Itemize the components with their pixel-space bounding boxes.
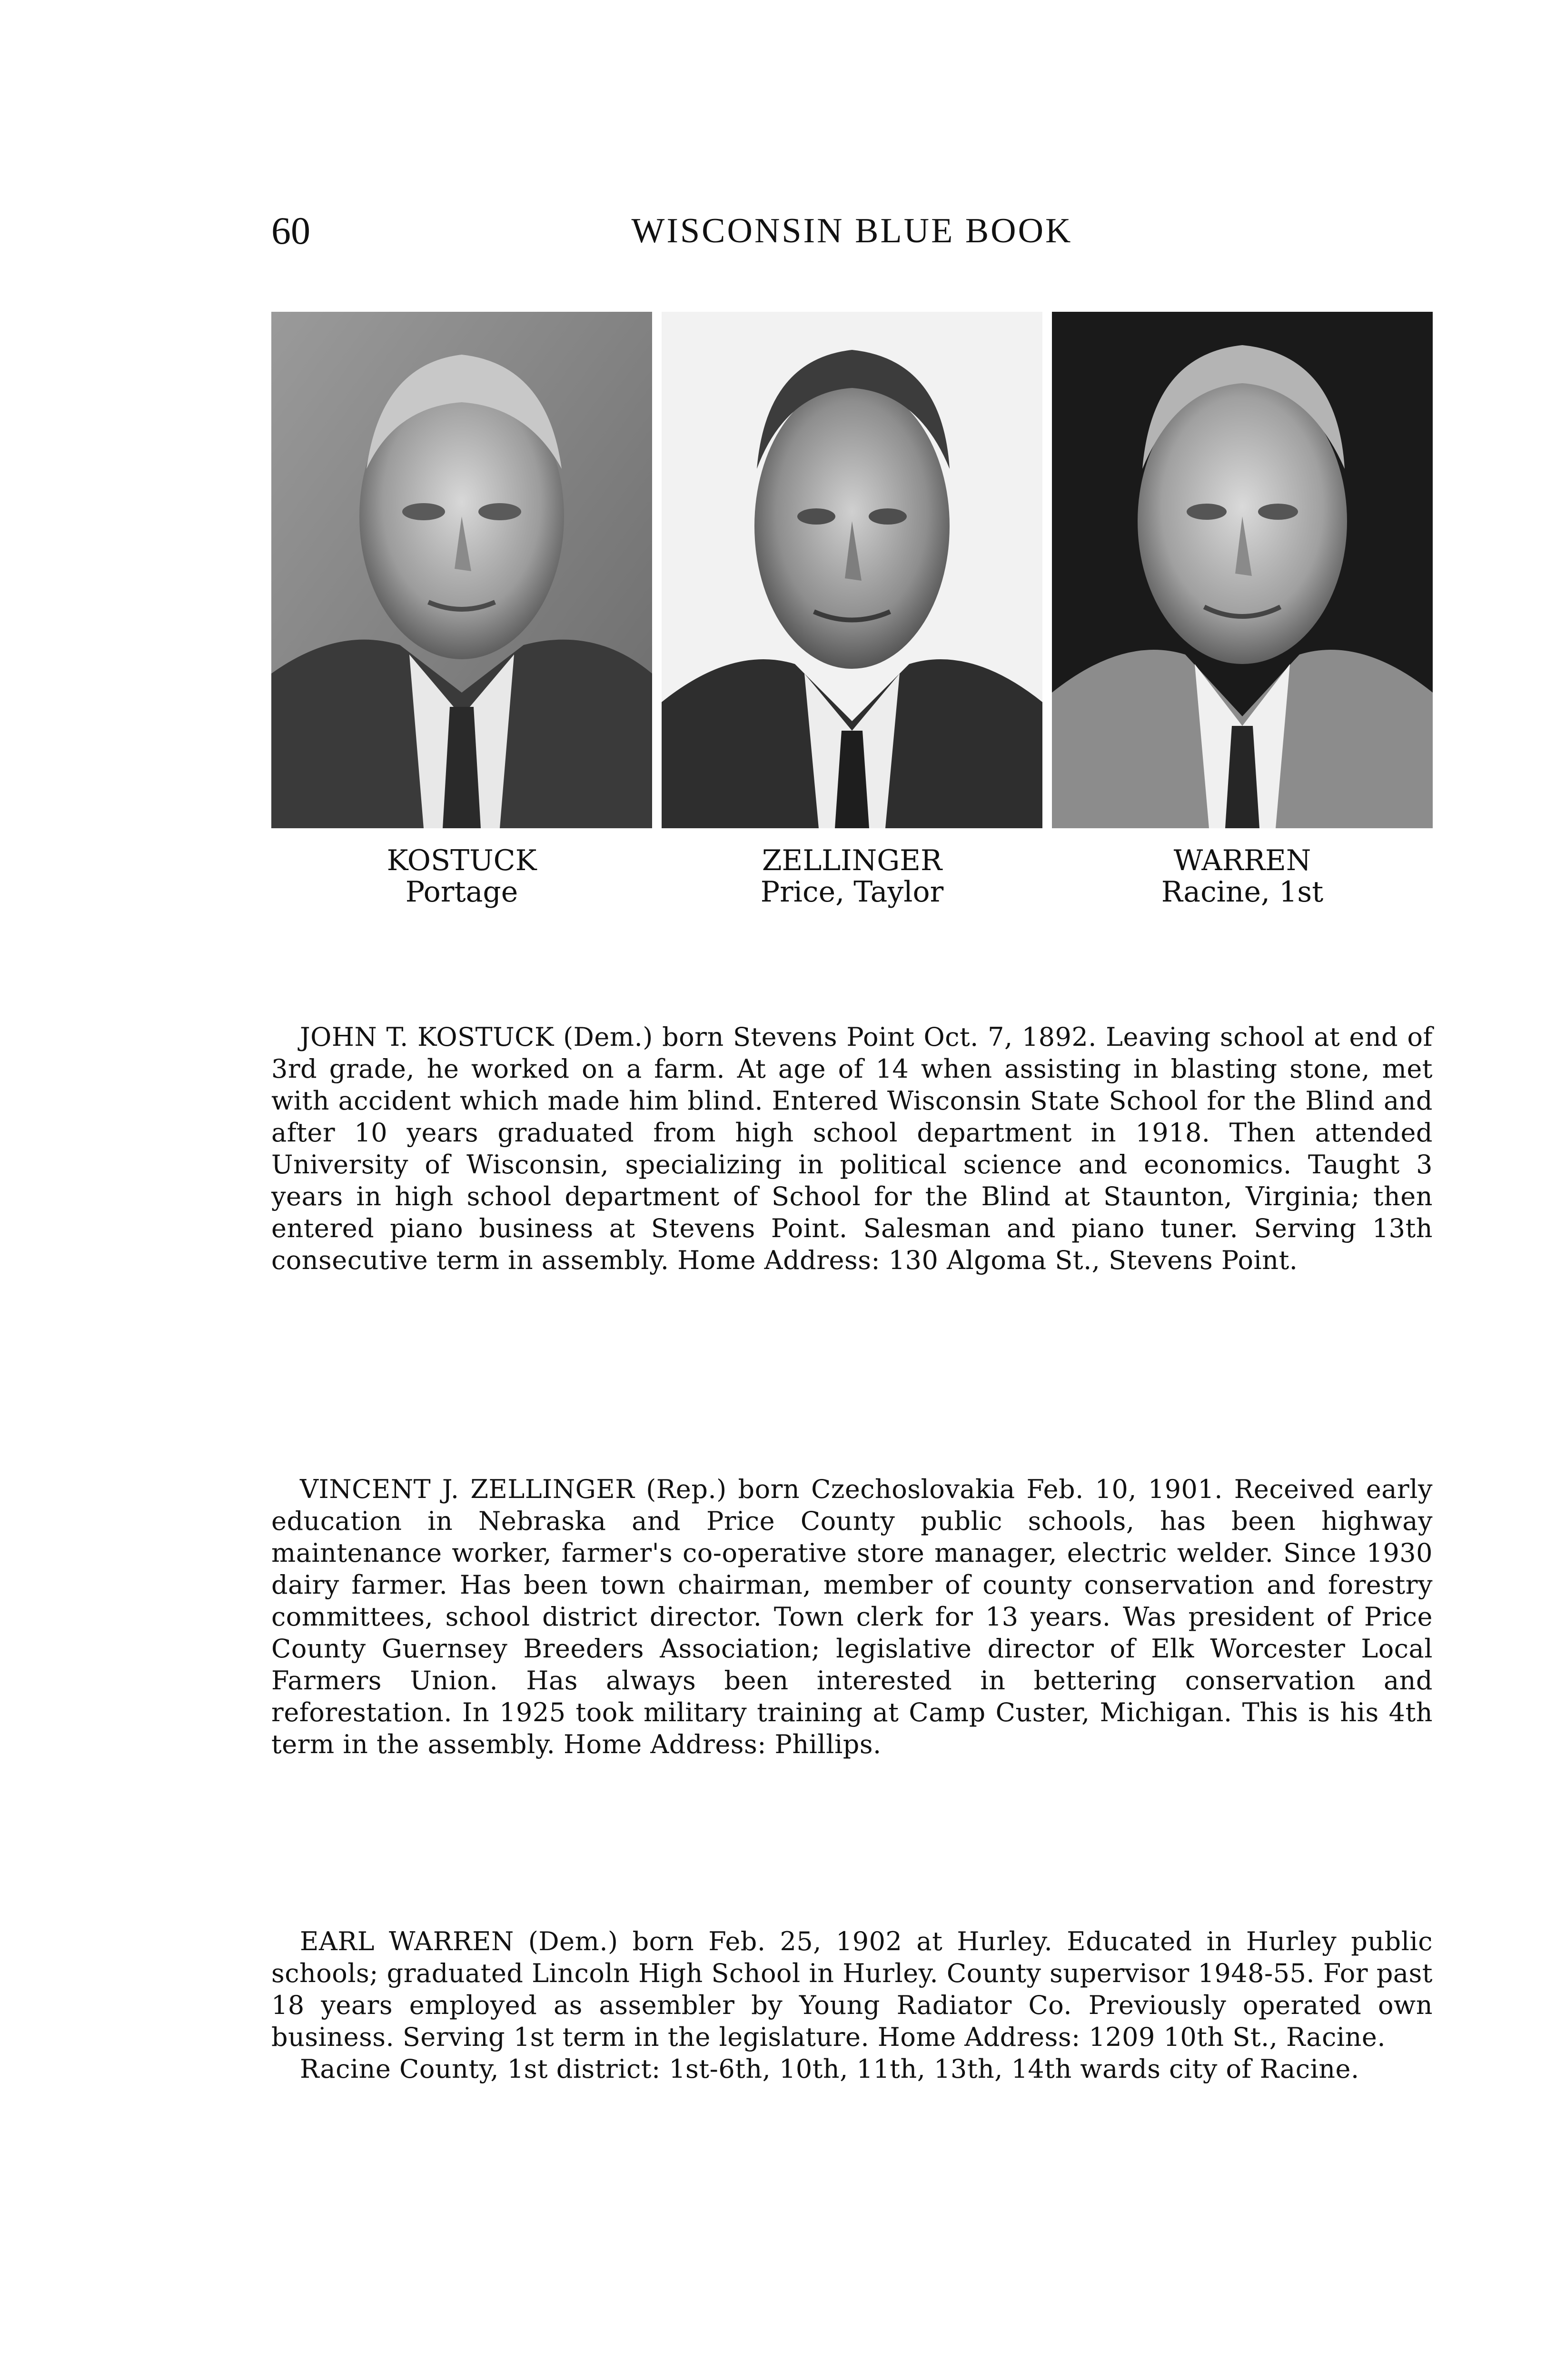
portrait-image-kostuck — [271, 312, 652, 828]
page-number: 60 — [271, 209, 310, 252]
bio-paragraph: VINCENT J. ZELLINGER (Rep.) born Czechoslovakia Feb. 10, 1901. Received early education in Nebraska and Price County public schools, has been highway maintenance worker, farmer's co-operative store manager, electric welder. Since 1930 dairy farmer. Has been town chairman, member of county conservation and forestry committees, school district director. Town clerk for 13 years. Was president of Price County Guernsey Breeders Association; legislative director of Elk Worcester Local Farmers Union. Has always been interested in bettering conservation and reforestation. In 1925 took military training at Camp Custer, Michigan. This is his 4th term in the assembly. Home Address: Phillips. — [271, 1474, 1433, 1759]
caption-district: Portage — [405, 875, 518, 909]
caption-name: ZELLINGER — [762, 844, 942, 877]
biography-zellinger — [271, 1473, 1433, 1760]
running-title: WISCONSIN BLUE BOOK — [631, 211, 1073, 250]
page-header — [271, 205, 1433, 257]
caption-kostuck — [271, 845, 652, 908]
portrait-row — [271, 312, 1433, 828]
portrait-photo-warren — [1052, 312, 1433, 828]
caption-district: Price, Taylor — [760, 875, 944, 909]
biography-warren — [271, 1925, 1433, 2085]
portrait-captions — [271, 845, 1433, 921]
caption-name: KOSTUCK — [386, 844, 537, 877]
district-description: Racine County, 1st district: 1st-6th, 10th, 11th, 13th, 14th wards city of Racine. — [300, 2054, 1359, 2084]
portrait-photo-kostuck — [271, 312, 652, 828]
caption-name: WARREN — [1173, 844, 1311, 877]
caption-district: Racine, 1st — [1161, 875, 1324, 909]
biography-kostuck — [271, 1021, 1433, 1276]
caption-warren — [1052, 845, 1433, 908]
bio-paragraph: EARL WARREN (Dem.) born Feb. 25, 1902 at Hurley. Educated in Hurley public schools; graduated Lincoln High School in Hurley. County supervisor 1948-55. For past 18 years employed as assembler by Young Radiator Co. Previously operated own business. Serving 1st term in the legislature. Home Address: 1209 10th St., Racine. — [271, 1926, 1433, 2052]
portrait-image-zellinger — [662, 312, 1042, 828]
bio-paragraph: JOHN T. KOSTUCK (Dem.) born Stevens Point Oct. 7, 1892. Leaving school at end of 3rd grade, he worked on a farm. At age of 14 when assisting in blasting stone, met with accident which made him blind. Entered Wisconsin State School for the Blind and after 10 years graduated from high school department in 1918. Then attended University of Wisconsin, specializing in political science and economics. Taught 3 years in high school department of School for the Blind at Staunton, Virginia; then entered piano business at Stevens Point. Salesman and piano tuner. Serving 13th consecutive term in assembly. Home Address: 130 Algoma St., Stevens Point. — [271, 1022, 1433, 1275]
portrait-photo-zellinger — [662, 312, 1042, 828]
portrait-image-warren — [1052, 312, 1433, 828]
caption-zellinger — [662, 845, 1042, 908]
